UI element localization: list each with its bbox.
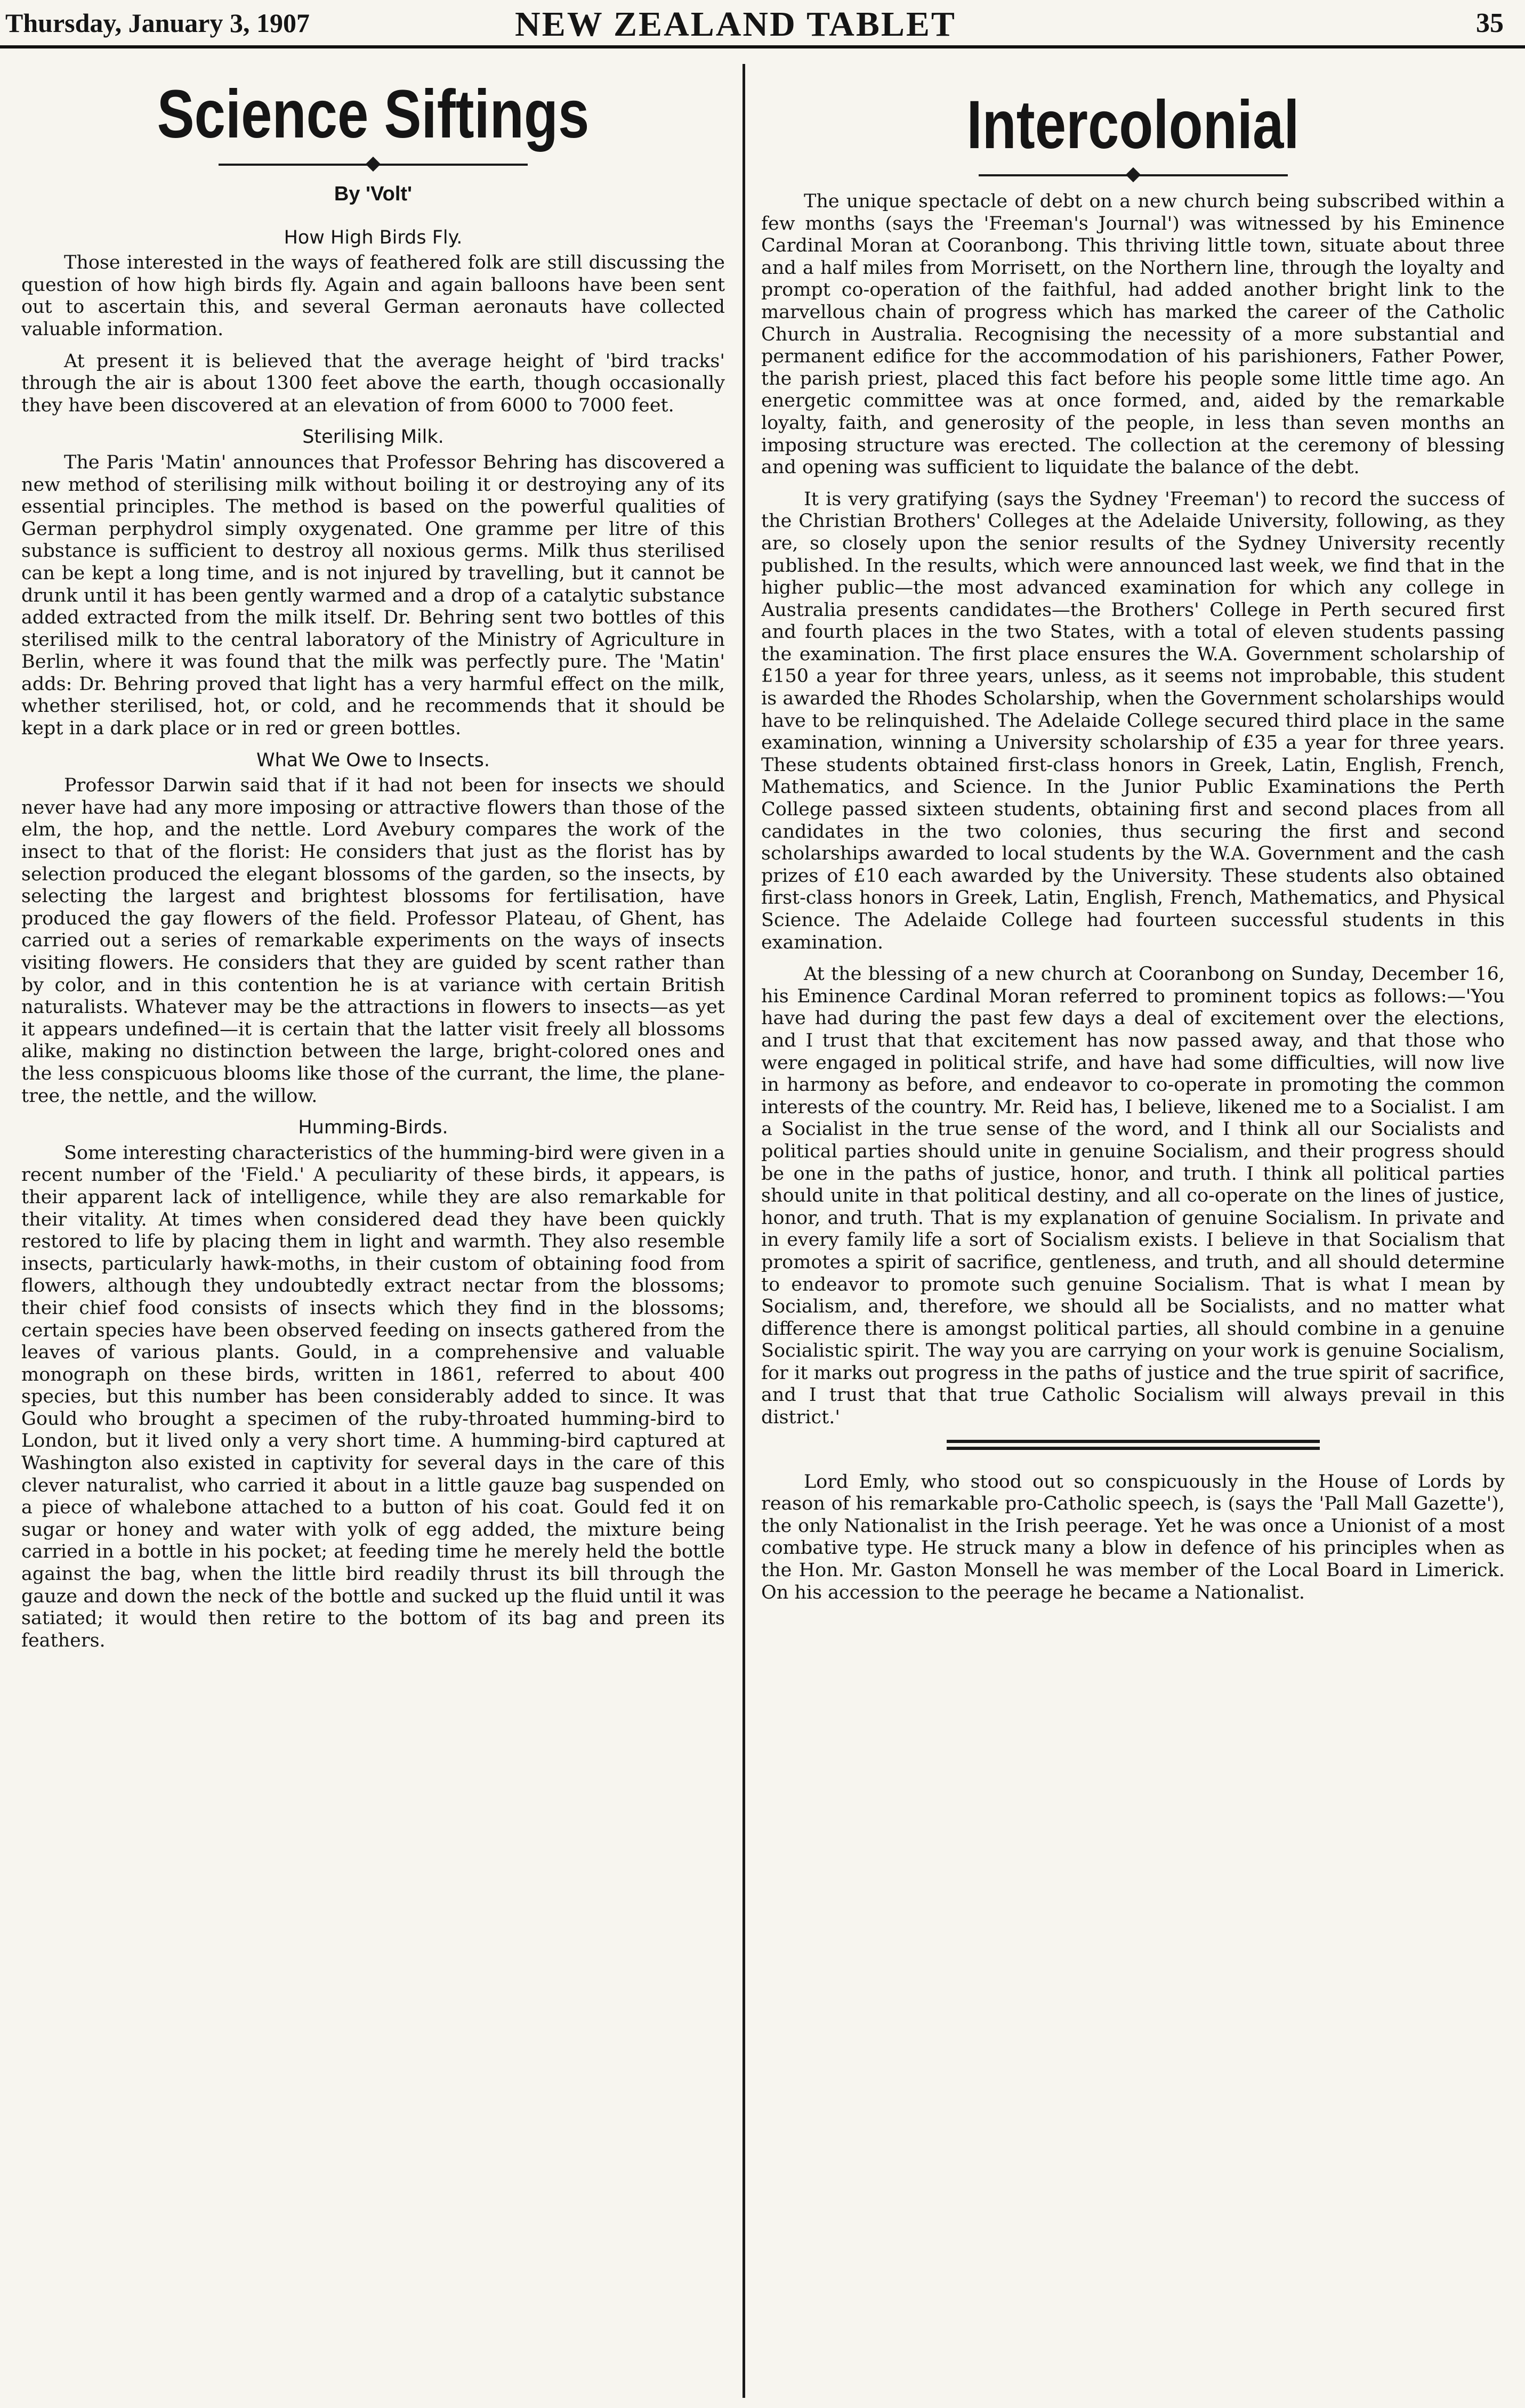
science-siftings-heading: Science Siftings [157, 76, 590, 152]
article-paragraph: It is very gratifying (says the Sydney 'Freeman') to record the success of the Christian Brothers' Colleges at the Adelaide University, following, as they are, so closely upon the senior results of the Sydney University recently published. In the results, which were announced last week, we find that in the higher public—the most advanced examination for which any college in Australia presents candidates—the Brothers' College in Perth secured first and fourth places in the two States, with a total of eleven students passing the examination. The first place ensures the W.A. Government scholarship of £150 a year for three years, unless, as it seems not improbable, this student is awarded the Rhodes Scholarship, when the Government scholarships would have to be relinquished. The Adelaide College secured third place in the same examination, winning a University scholarship of £35 a year for three years. These students obtained first-class honors in Greek, Latin, English, French, Mathematics, and Science. In the Junior Public Examinations the Perth College passed sixteen students, obtaining first and second places from all candidates in the two colonies, thus securing the first and second scholarships awarded to local students by the W.A. Government and the cash prizes of £10 each awarded by the University. These students also obtained first-class honors in Greek, Latin, English, French, Mathematics, and Physical Science. The Adelaide College had fourteen successful students in this examination. [761, 488, 1505, 953]
section-title: How High Birds Fly. [284, 226, 463, 248]
running-header [0, 0, 1525, 48]
article-paragraph: The Paris 'Matin' announces that Professor Behring has discovered a new method of sterilising milk without boiling it or destroying any of its essential principles. The method is based on the powerful qualities of German perphydrol simply oxygenated. One gramme per litre of this substance is sufficient to destroy all noxious germs. Milk thus sterilised can be kept a long time, and is not injured by travelling, but it cannot be drunk until it has been gently warmed and a drop of a catalytic substance added extracted from the milk itself. Dr. Behring sent two bottles of this sterilised milk to the central laboratory of the Ministry of Agriculture in Berlin, where it was found that the milk was perfectly pure. The 'Matin' adds: Dr. Behring proved that light has a very harmful effect on the milk, whether sterilised, hot, or cold, and he recommends that it should be kept in a dark place or in red or green bottles. [21, 451, 725, 740]
masthead-title: NEW ZEALAND TABLET [515, 5, 956, 44]
column-divider [743, 64, 745, 2398]
section-title: Sterilising Milk. [302, 426, 444, 448]
heading-ornament [219, 157, 528, 173]
heading-ornament [979, 167, 1288, 183]
article-paragraph: Lord Emly, who stood out so conspicuously in the House of Lords by reason of his remarkable pro-Catholic speech, is (says the 'Pall Mall Gazette'), the only Nationalist in the Irish peerage. Yet he was once a Unionist of a most combative type. He struck many a blow in defence of his principles when as the Hon. Mr. Gaston Monsell he was member of the Local Board in Limerick. On his accession to the peerage he became a Nationalist. [761, 1471, 1505, 1603]
intercolonial-heading: Intercolonial [966, 87, 1300, 163]
right-column [761, 75, 1505, 2398]
article-paragraph: At present it is believed that the average height of 'bird tracks' through the air is about 1300 feet above the earth, though occasionally they have been discovered at an elevation of from 6000 to 7000 feet. [21, 350, 725, 416]
page-number: 35 [1476, 8, 1504, 38]
article-paragraph: Some interesting characteristics of the humming-bird were given in a recent number of the 'Field.' A peculiarity of these birds, it appears, is their apparent lack of intelligence, while they are also remarkable for their vitality. At times when considered dead they have been quickly restored to life by placing them in light and warmth. They also resemble insects, particularly hawk-moths, in their custom of obtaining food from flowers, although they undoubtedly extract nectar from the blossoms; their chief food consists of insects which they find in the blossoms; certain species have been observed feeding on insects gathered from the leaves of various plants. Gould, in a comprehensive and valuable monograph on these birds, written in 1861, referred to about 400 species, but this number has been considerably added to since. It was Gould who brought a specimen of the ruby-throated humming-bird to London, but it lived only a very short time. A humming-bird captured at Washington also existed in captivity for several days in the care of this clever naturalist, who carried it about in a little gauze bag suspended on a piece of whalebone attached to a button of his coat. Gould fed it on sugar or honey and water with yolk of egg added, the mixture being carried in a bottle in his pocket; at feeding time he merely held the bottle against the bag, when the little bird readily thrust its bill through the gauze and down the neck of the bottle and sucked up the fluid until it was satiated; it would then retire to the bottom of its bag and preen its feathers. [21, 1142, 725, 1651]
byline: By 'Volt' [334, 183, 413, 205]
left-column [21, 75, 725, 2398]
article-paragraph: At the blessing of a new church at Cooranbong on Sunday, December 16, his Eminence Cardinal Moran referred to prominent topics as follows:—'You have had during the past few days a deal of excitement over the elections, and I trust that that excitement has now passed away, and that those who were engaged in political strife, and have had some difficulties, will now live in harmony as before, and endeavor to co-operate in promoting the common interests of the country. Mr. Reid has, I believe, likened me to a Socialist. I am a Socialist in the true sense of the word, and I think all our Socialists and political parties should unite in genuine Socialism, and their progress should be one in the paths of justice, honor, and truth. I think all political parties should unite in that political destiny, and all co-operate on the lines of justice, honor, and truth. That is my explanation of genuine Socialism. In private and in every family life a sort of Socialism exists. I believe in that Socialism that promotes a spirit of sacrifice, gentleness, and truth, and all should determine to endeavor to promote such genuine Socialism. That is what I mean by Socialism, and, therefore, we should all be Socialists, and no matter what difference there is amongst political parties, all should combine in a genuine Socialistic spirit. The way you are carrying on your work is genuine Socialism, for it marks out progress in the paths of justice and the true spirit of sacrifice, and I trust that that true Catholic Socialism will always prevail in this district.' [761, 963, 1505, 1429]
issue-date: Thursday, January 3, 1907 [5, 8, 310, 38]
article-paragraph: Professor Darwin said that if it had not been for insects we should never have had any more imposing or attractive flowers than those of the elm, the hop, and the nettle. Lord Avebury compares the work of the insect to that of the florist: He considers that just as the florist has by selection produced the elegant blossoms of the garden, so the insects, by selecting the largest and brightest blossoms for fertilisation, have produced the gay flowers of the field. Professor Plateau, of Ghent, has carried out a series of remarkable experiments on the ways of insects visiting flowers. He considers that they are guided by scent rather than by color, and in this contention he is at variance with certain British naturalists. Whatever may be the attractions in flowers to insects—as yet it appears undefined—it is certain that the latter visit freely all blossoms alike, making no distinction between the large, bright-colored ones and the less conspicuous blooms like those of the currant, the lime, the plane-tree, the nettle, and the willow. [21, 775, 725, 1107]
article-paragraph: The unique spectacle of debt on a new church being subscribed within a few months (says the 'Freeman's Journal') was witnessed by his Eminence Cardinal Moran at Cooranbong. This thriving little town, situate about three and a half miles from Morrisett, on the Northern line, through the loyalty and prompt co-operation of the faithful, had added another bright link to the marvellous chain of progress which has marked the career of the Catholic Church in Australia. Recognising the necessity of a more substantial and permanent edifice for the accommodation of his parishioners, Father Power, the parish priest, placed this fact before his people some little time ago. An energetic committee was at once formed, and, aided by the remarkable loyalty, faith, and generosity of the people, in less than seven months an imposing structure was erected. The collection at the ceremony of blessing and opening was sufficient to liquidate the balance of the debt. [761, 191, 1505, 479]
section-title: What We Owe to Insects. [256, 749, 490, 771]
section-title: Humming-Birds. [298, 1117, 448, 1139]
article-paragraph: Those interested in the ways of feathered folk are still discussing the question of how high birds fly. Again and again balloons have been sent out to ascertain this, and several German aeronauts have collected valuable information. [21, 252, 725, 340]
double-rule [947, 1440, 1320, 1450]
